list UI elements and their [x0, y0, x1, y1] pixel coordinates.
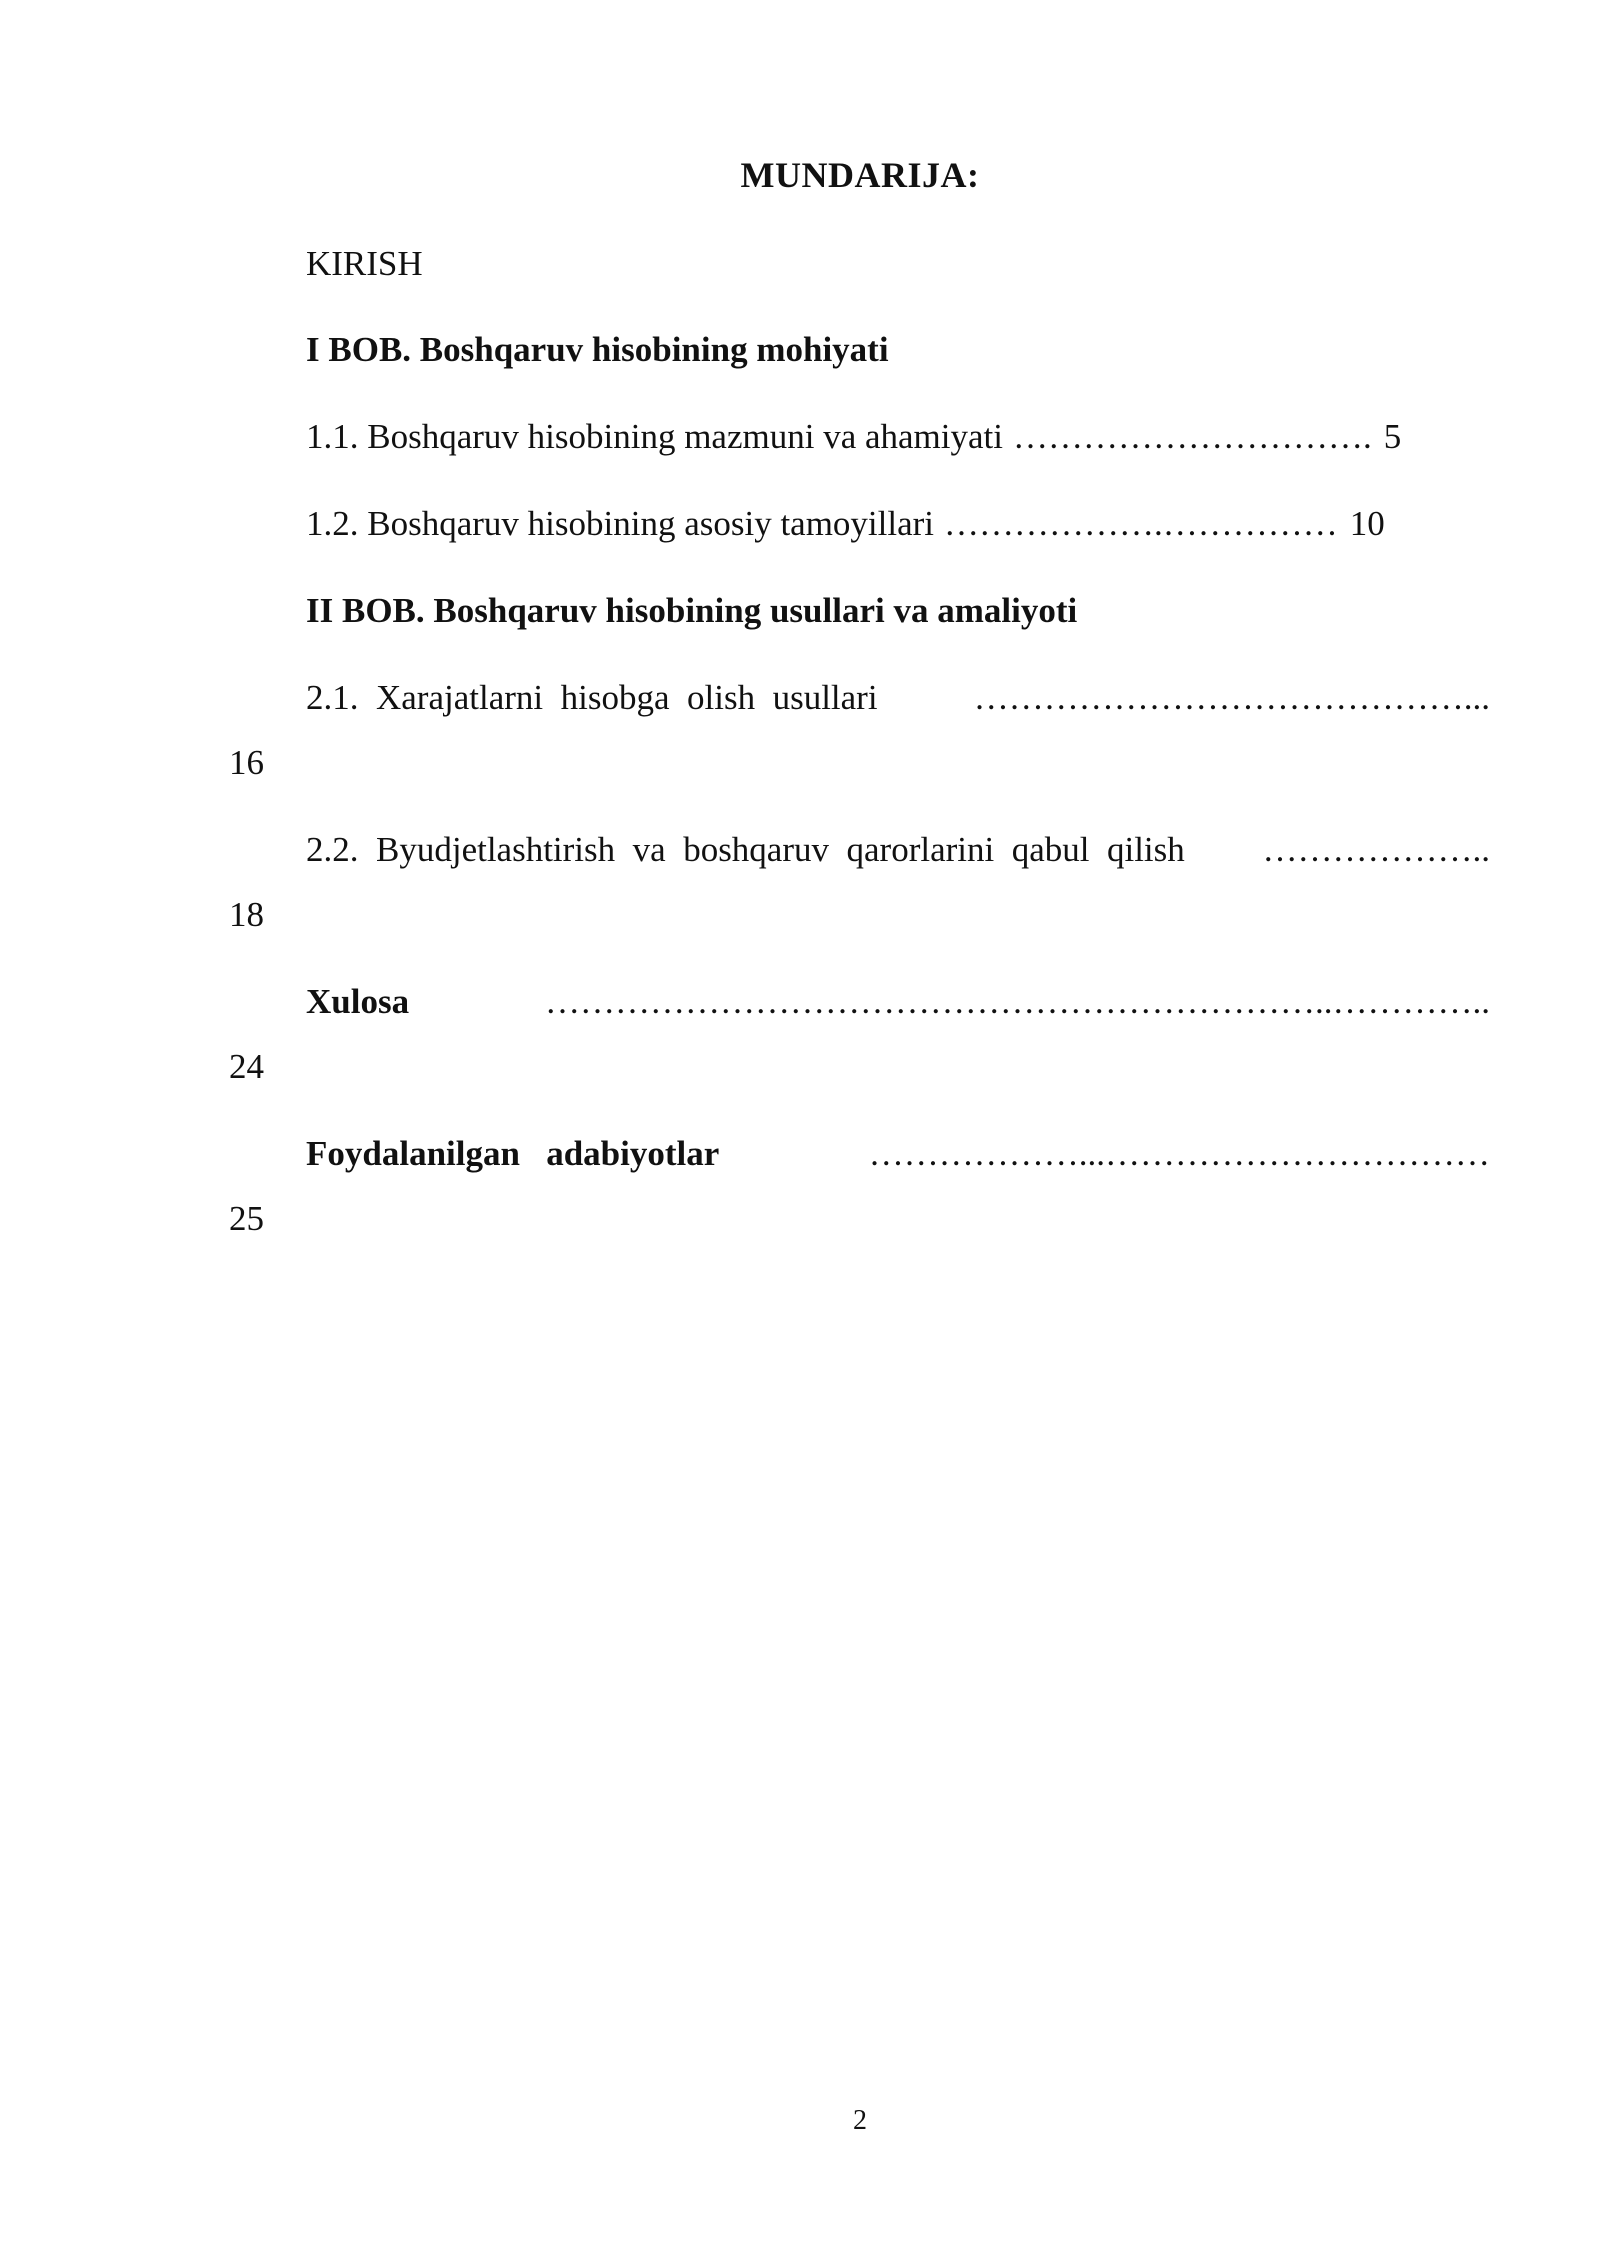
- toc-chapter-1-title: I BOB. Boshqaruv hisobining mohiyati: [306, 330, 889, 369]
- toc-entry-1-1-dots: ………………………….: [1012, 417, 1372, 456]
- toc-entry-introduction: KIRISH: [306, 244, 423, 283]
- toc-entry-1-2-dots: ……………….……………: [944, 504, 1338, 543]
- toc-entry-conclusion-text: Xulosa: [306, 982, 410, 1021]
- toc-entry-1-1: [306, 415, 1476, 459]
- toc-entry-references-text: Foydalanilgan adabiyotlar: [306, 1134, 720, 1173]
- toc-entry-conclusion: [306, 980, 1490, 1024]
- toc-chapter-2-title: II BOB. Boshqaruv hisobining usullari va amaliyoti: [306, 591, 1078, 630]
- toc-entry-2-1-dots: ……………………………………...: [973, 678, 1490, 717]
- toc-entry-1-1-text: 1.1. Boshqaruv hisobining mazmuni va ahamiyati: [306, 417, 1003, 456]
- toc-heading: MUNDARIJA:: [740, 155, 980, 195]
- toc-entry-references: [306, 1132, 1490, 1176]
- toc-entry-references-page: 25: [229, 1199, 264, 1238]
- toc-entry-conclusion-dots: …………………………………………………………..…………..: [545, 982, 1490, 1021]
- toc-entry-conclusion-page: 24: [229, 1047, 264, 1086]
- toc-entry-1-2: [306, 502, 1490, 546]
- toc-entry-2-2-dots: ………………..: [1262, 830, 1490, 869]
- page-number: 2: [853, 2105, 867, 2136]
- toc-entry-1-2-text: 1.2. Boshqaruv hisobining asosiy tamoyillari: [306, 504, 935, 543]
- toc-entry-1-2-page: 10: [1349, 504, 1385, 543]
- toc-entry-2-1-text: 2.1. Xarajatlarni hisobga olish usullari: [306, 678, 878, 717]
- toc-entry-2-2-text: 2.2. Byudjetlashtirish va boshqaruv qarorlarini qabul qilish: [306, 830, 1185, 869]
- toc-entry-1-1-page: 5: [1383, 417, 1402, 456]
- toc-entry-2-2: [306, 828, 1490, 872]
- toc-entry-references-dots: ………………...……………………………: [868, 1134, 1490, 1173]
- toc-entry-2-1-page: 16: [229, 743, 264, 782]
- toc-entry-2-1: [306, 676, 1490, 720]
- toc-entry-2-2-page: 18: [229, 895, 264, 934]
